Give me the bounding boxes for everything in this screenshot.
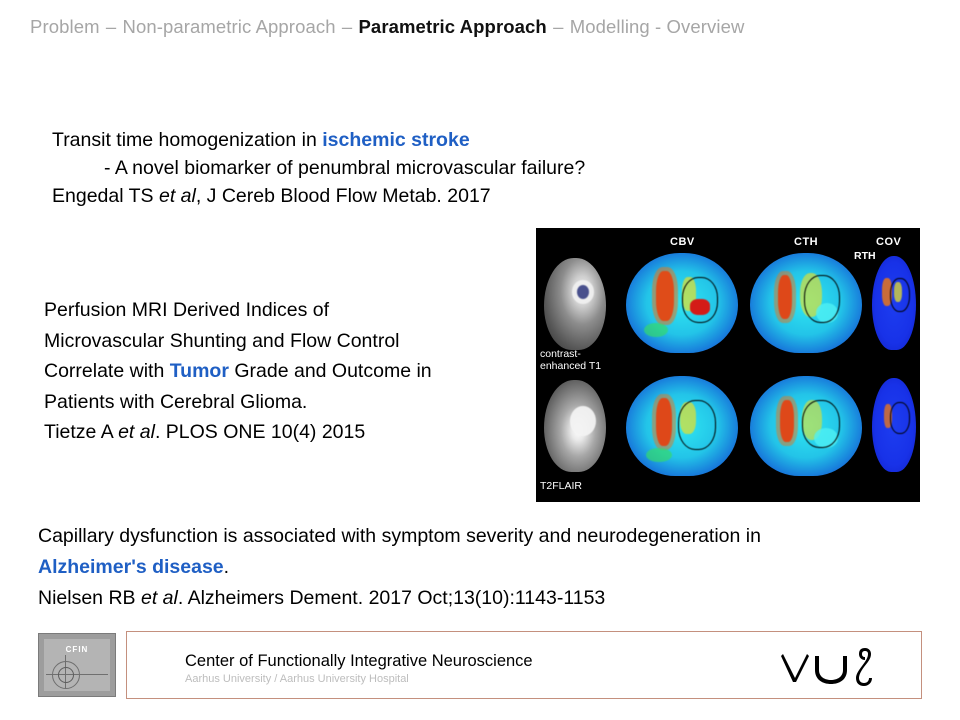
citation-glioma-line-1: Perfusion MRI Derived Indices of [44, 299, 330, 321]
citation-alzheimer-authors: Nielsen RB [38, 587, 141, 609]
citation-glioma-etal: et al [118, 421, 155, 443]
breadcrumb [30, 16, 744, 38]
brain-map-cth-bottom [750, 376, 862, 476]
brain-map-cbv-top [626, 253, 738, 353]
cfin-logo-ring-inner [58, 667, 74, 683]
citation-stroke-journal: , J Cereb Blood Flow Metab. 2017 [195, 185, 491, 207]
brain-image-t2flair [544, 380, 606, 472]
citation-stroke-title-text: Transit time homogenization in [52, 129, 323, 151]
citation-glioma-line-4: Patients with Cerebral Glioma. [44, 390, 308, 413]
citation-glioma-line3-a: Correlate with [44, 360, 170, 382]
brain-map-cth-top [750, 253, 862, 353]
breadcrumb-separator: – [553, 16, 564, 37]
figure-row-label-t2flair: T2FLAIR [540, 480, 583, 492]
citation-glioma-journal: . PLOS ONE 10(4) 2015 [154, 421, 366, 443]
citation-stroke-highlight: ischemic stroke [322, 129, 470, 151]
cfin-logo-inner [44, 639, 110, 691]
citation-block-stroke [52, 126, 585, 210]
figure-label-cbv: CBV [670, 236, 695, 248]
footer-subtitle: Aarhus University / Aarhus University Hospital [185, 673, 409, 685]
brain-perfusion-figure [536, 228, 920, 502]
breadcrumb-separator: – [105, 16, 117, 37]
figure-label-rth: RTH [854, 250, 876, 262]
citation-alzheimer-line-3 [38, 583, 761, 614]
citation-glioma-line-2: Microvascular Shunting and Flow Control [44, 329, 400, 352]
citation-alzheimer-line-2 [38, 552, 761, 583]
brain-map-cbv-bottom [626, 376, 738, 476]
citation-glioma-line3-b: Grade and Outcome in [228, 360, 432, 382]
citation-glioma-highlight: Tumor [169, 360, 229, 382]
figure-row-label-t1 [540, 348, 601, 372]
breadcrumb-item-modelling-overview[interactable]: Modelling - Overview [569, 16, 745, 37]
citation-stroke-authors: Engedal TS [52, 185, 159, 207]
breadcrumb-item-parametric-approach[interactable]: Parametric Approach [358, 16, 547, 37]
citation-alzheimer-highlight: Alzheimer's disease [38, 556, 224, 578]
citation-glioma-authors: Tietze A [44, 421, 119, 443]
figure-row-label-t1-line1: contrast- [540, 348, 581, 360]
cfin-logo-text: CFIN [65, 645, 89, 654]
citation-stroke-etal: et al [158, 185, 196, 207]
brain-map-cov-top [872, 256, 916, 350]
citation-alzheimer-journal: . Alzheimers Dement. 2017 Oct;13(10):1143-1153 [177, 587, 606, 609]
breadcrumb-separator: – [341, 16, 353, 37]
citation-alzheimer-period: . [223, 556, 230, 578]
citation-block-glioma [44, 295, 432, 448]
citation-stroke-line-1 [52, 126, 585, 154]
breadcrumb-item-problem[interactable]: Problem [30, 16, 100, 37]
citation-stroke-line-3 [52, 182, 585, 210]
breadcrumb-item-non-parametric-approach[interactable]: Non-parametric Approach [122, 16, 336, 37]
footer-panel [126, 631, 922, 699]
cfin-logo [38, 633, 116, 697]
citation-glioma-line-5 [44, 417, 432, 448]
figure-row-label-t1-line2: enhanced T1 [540, 360, 602, 372]
footer [38, 631, 922, 699]
citation-block-alzheimer [38, 521, 761, 614]
citation-glioma-line-3 [44, 356, 432, 387]
brain-image-t1 [544, 258, 606, 350]
citation-alzheimer-etal: et al [140, 587, 178, 609]
figure-label-cov: COV [876, 236, 902, 248]
citation-stroke-line-2: - A novel biomarker of penumbral microvascular failure? [104, 157, 586, 179]
figure-label-cth: CTH [794, 236, 819, 248]
footer-title: Center of Functionally Integrative Neuroscience [185, 652, 533, 670]
brain-map-cov-bottom [872, 378, 916, 472]
citation-alzheimer-line-1: Capillary dysfunction is associated with symptom severity and neurodegeneration in [38, 525, 761, 547]
aarhus-university-logo [779, 644, 899, 688]
